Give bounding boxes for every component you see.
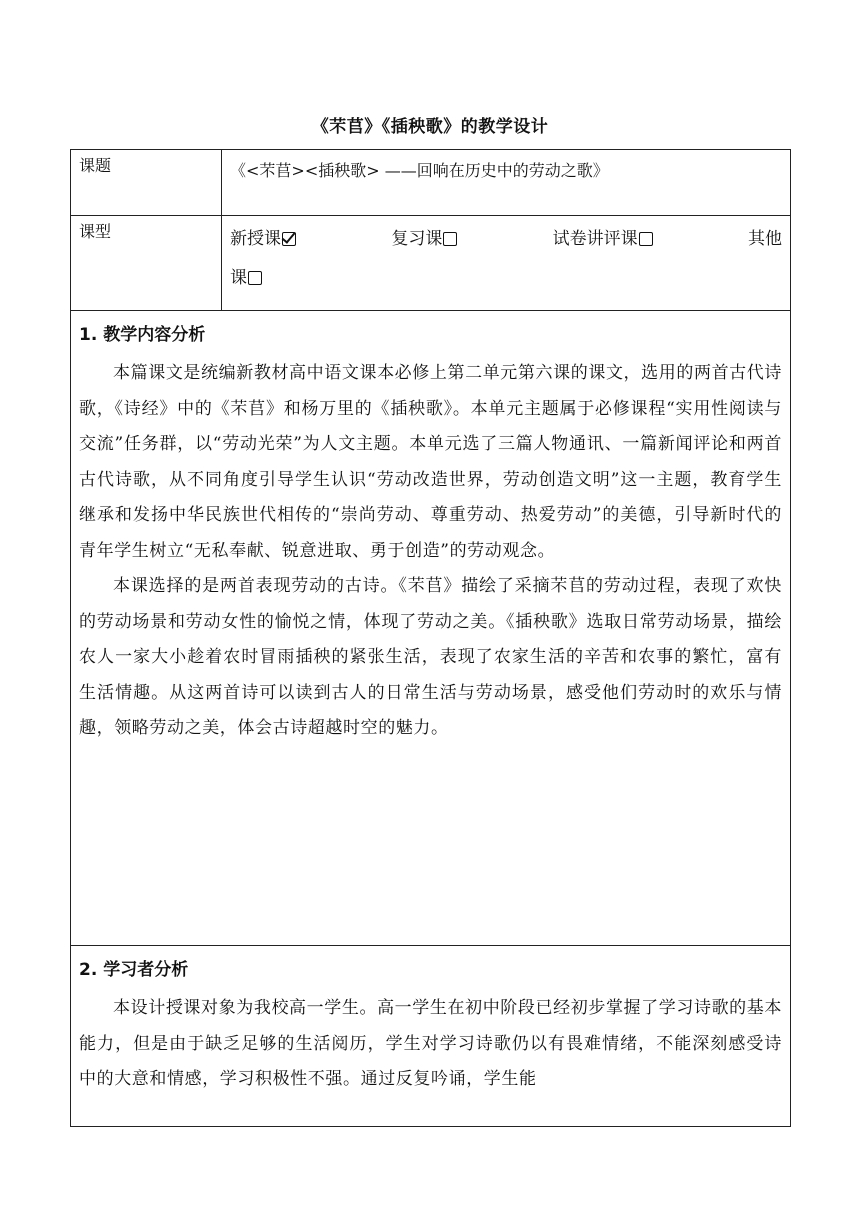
topic-label: 课题	[71, 150, 222, 216]
option-exam-review-lesson[interactable]	[553, 216, 653, 262]
paragraph: 本课选择的是两首表现劳动的古诗。《芣苢》描绘了采摘芣苢的劳动过程，表现了欢快的劳动场景和劳动女性的愉悦之情，体现了劳动之美。《插秧歌》选取日常劳动场景，描绘农人一家大小趁着农时冒雨插秧的紧张生活，表现了农家生活的辛苦和农事的繁忙，富有生活情趣。从这两首诗可以读到古人的日常生活与劳动场景，感受他们劳动时的欢乐与情趣，领略劳动之美，体会古诗超越时空的魅力。	[79, 576, 782, 738]
learner-analysis-row	[71, 946, 791, 1127]
option-new-lesson-label: 新授课	[230, 229, 281, 249]
lesson-type-row	[71, 216, 791, 311]
option-exam-review-label: 试卷讲评课	[552, 229, 638, 249]
topic-value: 《<芣苢><插秧歌> ——回响在历史中的劳动之歌》	[222, 150, 791, 216]
option-other-lesson-continued[interactable]	[230, 258, 262, 298]
section-heading: 1. 教学内容分析	[79, 325, 206, 345]
learner-analysis-section	[71, 946, 791, 1127]
option-other-label-part1: 其他	[747, 229, 782, 249]
checked-checkbox-icon[interactable]	[282, 232, 296, 246]
option-other-label-part2: 课	[230, 268, 247, 288]
paragraph: 本篇课文是统编新教材高中语文课本必修上第二单元第六课的课文，选用的两首古代诗歌，《诗经》中的《芣苢》和杨万里的《插秧歌》。本单元主题属于必修课程“实用性阅读与交流”任务群，以“劳动光荣”为人文主题。本单元选了三篇人物通讯、一篇新闻评论和两首古代诗歌，从不同角度引导学生认识“劳动改造世界，劳动创造文明”这一主题，教育学生继承和发扬中华民族世代相传的“崇尚劳动、尊重劳动、热爱劳动”的美德，引导新时代的青年学生树立“无私奉献、锐意进取、勇于创造”的劳动观念。	[79, 363, 782, 561]
option-new-lesson[interactable]	[230, 216, 296, 262]
lesson-design-table	[70, 149, 791, 1127]
checkbox-icon[interactable]	[248, 271, 262, 285]
content-analysis-row	[71, 311, 791, 946]
lesson-type-options	[222, 216, 791, 311]
checkbox-icon[interactable]	[639, 232, 653, 246]
option-other-lesson[interactable]	[748, 216, 782, 262]
option-review-lesson[interactable]	[391, 216, 457, 262]
paragraph: 本设计授课对象为我校高一学生。高一学生在初中阶段已经初步掌握了学习诗歌的基本能力，但是由于缺乏足够的生活阅历，学生对学习诗歌仍以有畏难情绪，不能深刻感受诗中的大意和情感，学习积极性不强。通过反复吟诵，学生能	[79, 998, 782, 1089]
document-title: 《芣苢》《插秧歌》的教学设计	[311, 117, 549, 137]
topic-row	[71, 150, 791, 216]
content-analysis-section	[71, 311, 791, 946]
lesson-type-label: 课型	[71, 216, 222, 311]
option-review-lesson-label: 复习课	[391, 229, 443, 249]
section-heading: 2. 学习者分析	[79, 960, 189, 980]
checkbox-icon[interactable]	[443, 232, 457, 246]
